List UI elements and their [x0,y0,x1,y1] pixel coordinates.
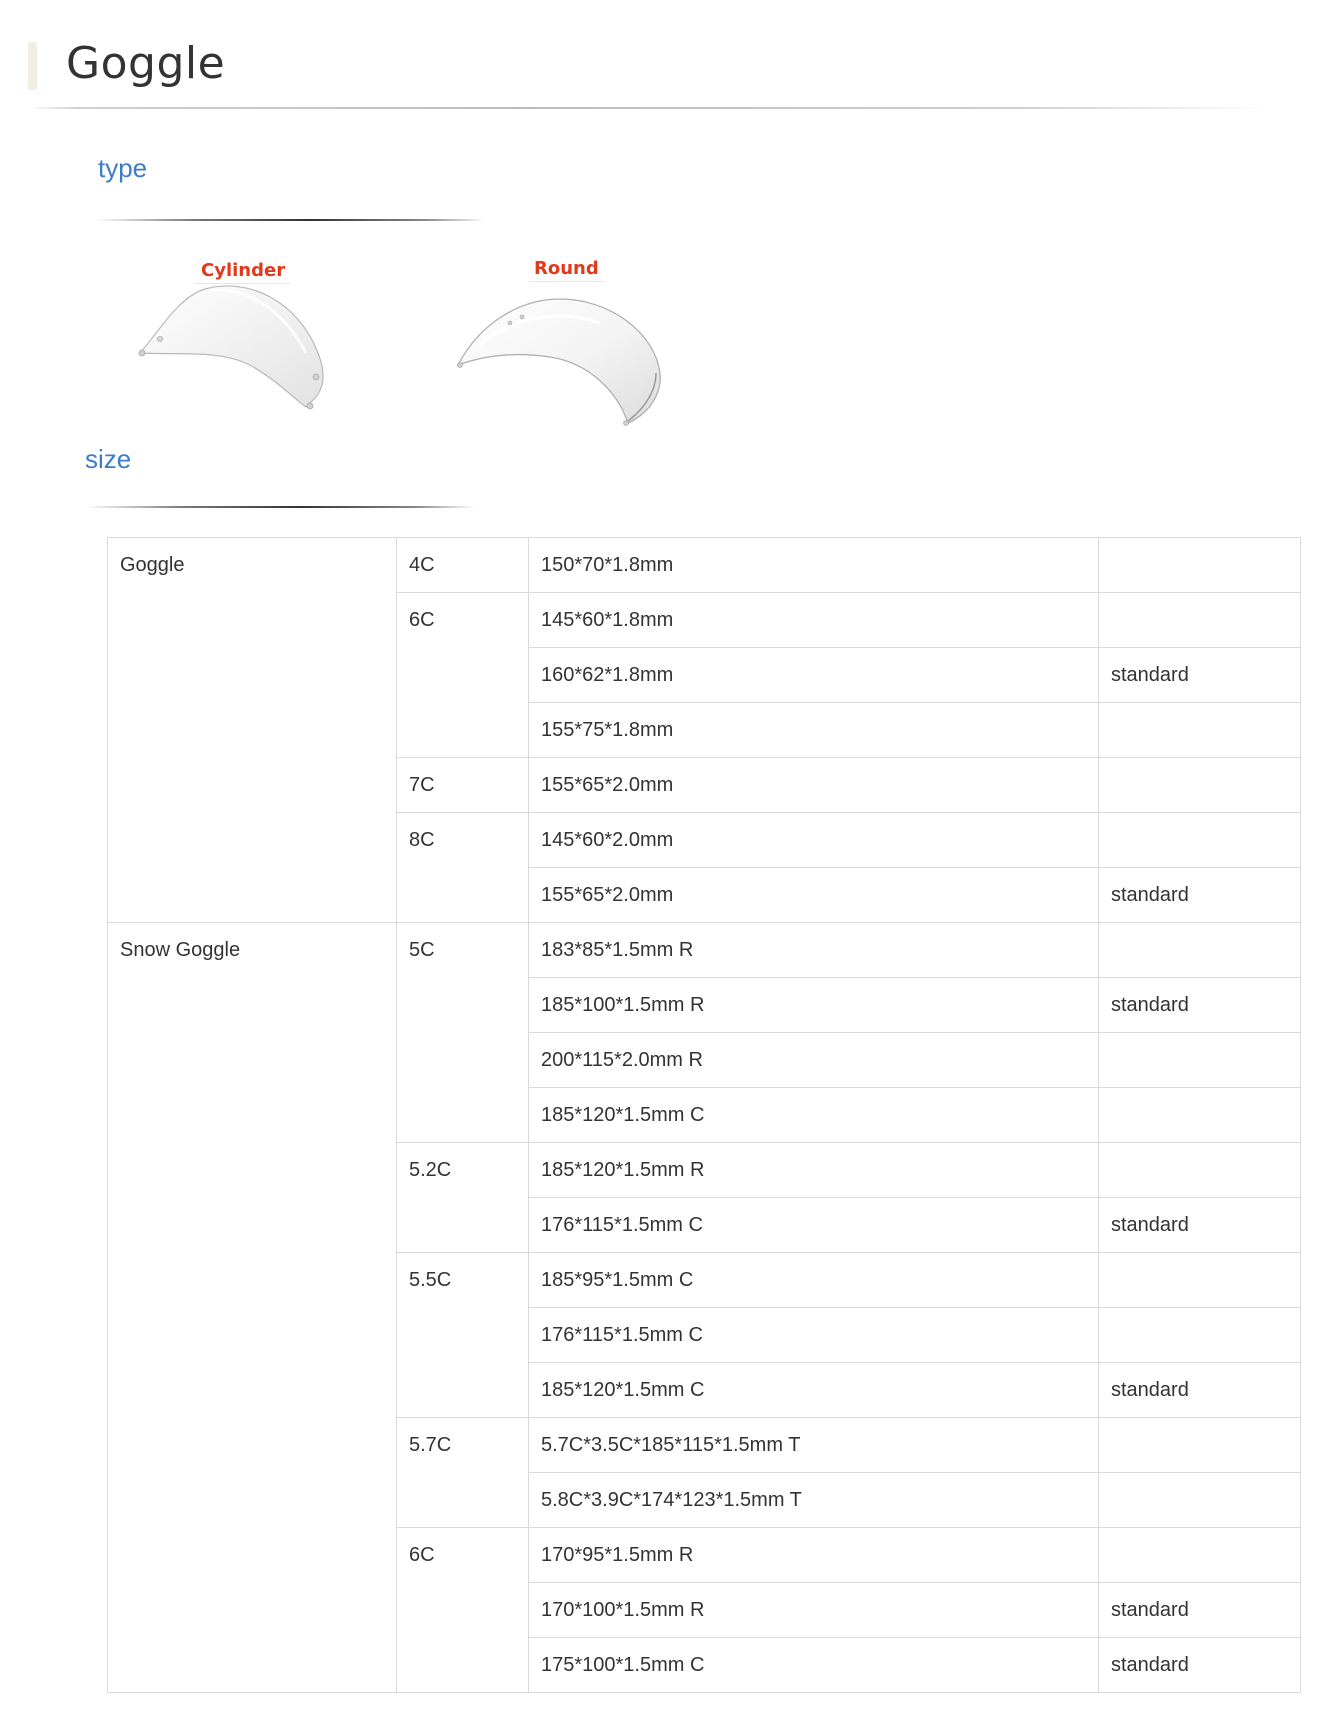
base-cell: 6C [397,1528,529,1693]
note-cell: standard [1099,1638,1301,1693]
size-cell: 185*120*1.5mm R [529,1143,1099,1198]
note-cell [1099,813,1301,868]
type-section-label: type [98,153,148,183]
size-section-label: size [85,444,132,474]
size-cell: 160*62*1.8mm [529,648,1099,703]
size-cell: 155*65*2.0mm [529,868,1099,923]
base-cell: 5.2C [397,1143,529,1253]
size-cell: 170*95*1.5mm R [529,1528,1099,1583]
size-section-divider [85,506,475,508]
round-lens-label: Round [528,258,605,282]
size-cell: 150*70*1.8mm [529,538,1099,593]
note-cell [1099,538,1301,593]
note-cell: standard [1099,978,1301,1033]
note-cell [1099,1473,1301,1528]
size-cell: 185*95*1.5mm C [529,1253,1099,1308]
size-cell: 200*115*2.0mm R [529,1033,1099,1088]
note-cell [1099,1308,1301,1363]
note-cell [1099,593,1301,648]
size-cell: 145*60*1.8mm [529,593,1099,648]
size-cell: 5.8C*3.9C*174*123*1.5mm T [529,1473,1099,1528]
note-cell [1099,703,1301,758]
heading-accent-bar [28,42,37,90]
size-cell: 185*120*1.5mm C [529,1088,1099,1143]
heading-divider [28,107,1268,109]
category-cell: Snow Goggle [108,923,397,1693]
size-cell: 176*115*1.5mm C [529,1308,1099,1363]
note-cell [1099,1033,1301,1088]
round-lens-image [450,253,670,428]
note-cell: standard [1099,1198,1301,1253]
size-cell: 185*120*1.5mm C [529,1363,1099,1418]
note-cell [1099,923,1301,978]
cylinder-lens-label: Cylinder [195,260,291,284]
category-cell: Goggle [108,538,397,923]
page-heading [28,40,1268,90]
base-cell: 5.7C [397,1418,529,1528]
size-cell: 155*75*1.8mm [529,703,1099,758]
base-cell: 8C [397,813,529,923]
base-cell: 6C [397,593,529,758]
page-title: Goggle [66,38,226,89]
base-cell: 5C [397,923,529,1143]
table-row [108,923,1301,978]
size-cell: 175*100*1.5mm C [529,1638,1099,1693]
size-cell: 145*60*2.0mm [529,813,1099,868]
note-cell: standard [1099,648,1301,703]
note-cell [1099,1253,1301,1308]
base-cell: 7C [397,758,529,813]
note-cell: standard [1099,868,1301,923]
size-cell: 185*100*1.5mm R [529,978,1099,1033]
table-row [108,538,1301,593]
size-cell: 176*115*1.5mm C [529,1198,1099,1253]
base-cell: 5.5C [397,1253,529,1418]
size-cell: 183*85*1.5mm R [529,923,1099,978]
note-cell: standard [1099,1583,1301,1638]
cylinder-lens-image [130,255,340,425]
note-cell [1099,1418,1301,1473]
base-cell: 4C [397,538,529,593]
cylinder-lens-figure [130,255,340,425]
note-cell [1099,758,1301,813]
round-lens-figure [450,253,670,428]
size-cell: 5.7C*3.5C*185*115*1.5mm T [529,1418,1099,1473]
size-cell: 155*65*2.0mm [529,758,1099,813]
note-cell: standard [1099,1363,1301,1418]
type-section-divider [95,219,485,221]
note-cell [1099,1528,1301,1583]
note-cell [1099,1088,1301,1143]
lens-size-table [107,537,1301,1693]
size-cell: 170*100*1.5mm R [529,1583,1099,1638]
note-cell [1099,1143,1301,1198]
